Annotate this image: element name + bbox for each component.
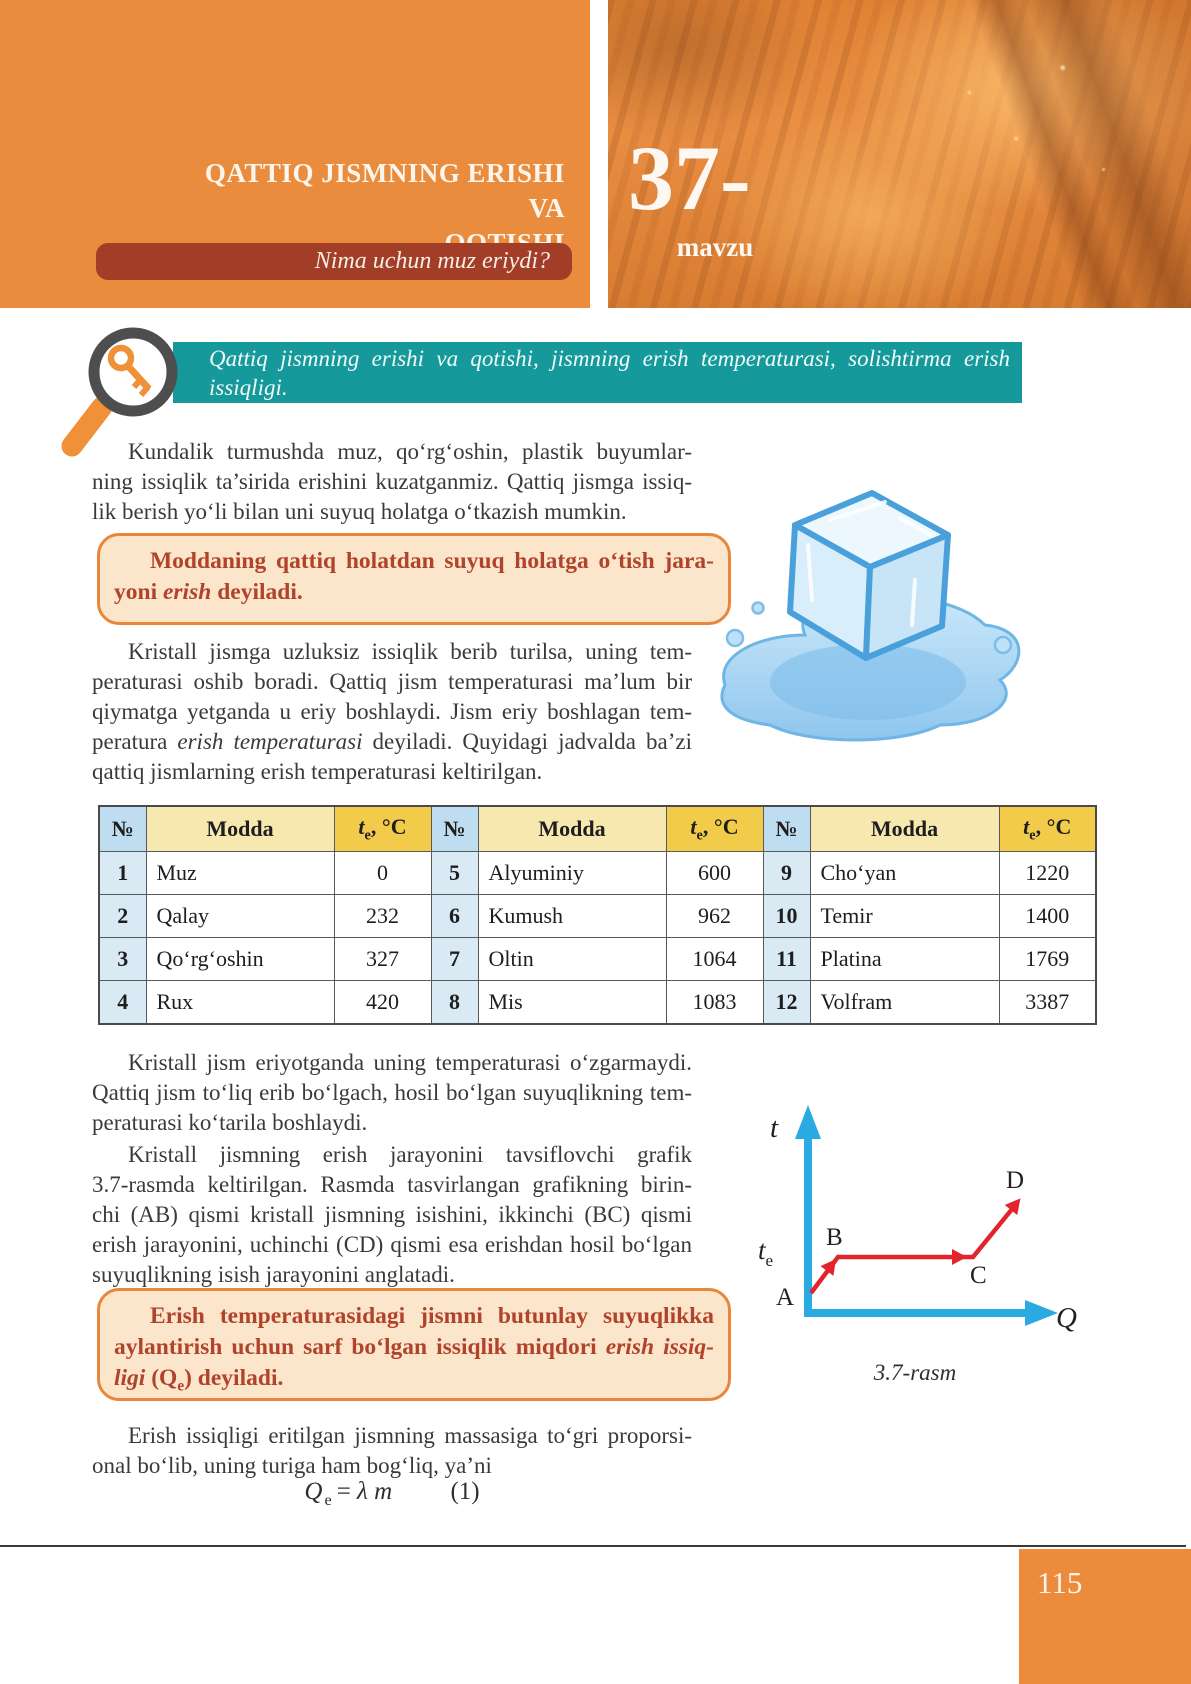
paragraph-line: suyuqlikning isish jarayonini anglatadi. — [92, 1262, 455, 1287]
col-header-substance: Modda — [810, 806, 999, 852]
footer-divider — [0, 1545, 1186, 1547]
paragraph-line: 3.7-rasmda keltirilgan. Rasmda tasvirlangan grafikning birin- — [92, 1172, 692, 1197]
row-num: 2 — [99, 895, 146, 938]
melting-ice-cube-image — [700, 440, 1035, 790]
melt-temp: 1400 — [999, 895, 1096, 938]
page-number: 115 — [1037, 1565, 1083, 1600]
definition-box-erish — [97, 533, 731, 625]
paragraph-3 — [92, 1048, 692, 1138]
paragraph-2 — [92, 637, 692, 787]
melting-graph — [700, 1035, 1080, 1335]
substance-name: Kumush — [478, 895, 666, 938]
paragraph-line: Qattiq jism to‘liq erib bo‘lgach, hosil bo‘lgan suyuqlikning tem- — [92, 1080, 692, 1105]
row-num: 3 — [99, 938, 146, 981]
table-row — [99, 938, 1096, 981]
row-num: 4 — [99, 981, 146, 1025]
substance-name: Platina — [810, 938, 999, 981]
row-num: 7 — [431, 938, 478, 981]
definition-line: Moddaning qattiq holatdan suyuq holatga o‘tish jara- — [150, 548, 714, 574]
melt-temp-label: $t_e$ — [758, 1235, 774, 1270]
substance-name: Rux — [146, 981, 334, 1025]
row-num: 10 — [763, 895, 810, 938]
definition-line: Erish temperaturasidagi jismni butunlay suyuqlikka — [150, 1303, 714, 1329]
row-num: 9 — [763, 852, 810, 895]
col-header-temp: $t_e$, °C — [334, 806, 431, 852]
col-header-temp: $t_e$, °C — [999, 806, 1096, 852]
definition-line: ligi $(Q_e)$ deyiladi. — [114, 1365, 284, 1395]
page-number-block — [1019, 1549, 1191, 1684]
water-droplet — [995, 637, 1011, 653]
paragraph-line: peraturasi ko‘tarila boshlaydi. — [92, 1110, 368, 1135]
substance-name: Muz — [146, 852, 334, 895]
water-droplet — [753, 603, 764, 614]
paragraph-5 — [92, 1421, 692, 1481]
paragraph-line: peratura erish temperaturasi deyiladi. Quyidagi jadvalda ba’zi — [92, 729, 692, 754]
row-num: 12 — [763, 981, 810, 1025]
melt-temp: 1064 — [666, 938, 763, 981]
melt-temp: 962 — [666, 895, 763, 938]
col-header-num: № — [431, 806, 478, 852]
substance-name: Mis — [478, 981, 666, 1025]
paragraph-line: Kundalik turmushda muz, qo‘rg‘oshin, plastik buyumlar- — [128, 439, 692, 464]
paragraph-1 — [92, 437, 692, 527]
substance-name: Temir — [810, 895, 999, 938]
paragraph-line: onal bo‘lib, uning turiga ham bog‘liq, ya’ni — [92, 1453, 492, 1478]
table-row — [99, 852, 1096, 895]
melt-temp: 420 — [334, 981, 431, 1025]
col-header-temp: $t_e$, °C — [666, 806, 763, 852]
point-d-label: D — [1006, 1167, 1025, 1194]
x-axis-arrow-icon — [1025, 1300, 1058, 1326]
melt-temp: 3387 — [999, 981, 1096, 1025]
page-title-line1: QATTIQ JISMNING ERISHI VA — [204, 158, 565, 223]
melt-temp: 1769 — [999, 938, 1096, 981]
melting-temperature-table — [98, 805, 1097, 1025]
paragraph-line: ning issiqlik ta’sirida erishini kuzatganmiz. Qattiq jismga issiq- — [92, 469, 692, 494]
header-left-block — [0, 0, 590, 308]
paragraph-line: Kristall jismga uzluksiz issiqlik berib turilsa, uning tem- — [128, 639, 692, 664]
melt-temp: 327 — [334, 938, 431, 981]
melt-temp: 600 — [666, 852, 763, 895]
paragraph-line: chi (AB) qismi kristall jismning isishini, ikkinchi (BC) qismi — [92, 1202, 692, 1227]
substance-name: Cho‘yan — [810, 852, 999, 895]
paragraph-line: qiymatga yetganda u eriy boshlaydi. Jism eriy boshlagan tem- — [92, 699, 692, 724]
row-num: 11 — [763, 938, 810, 981]
melt-temp: 232 — [334, 895, 431, 938]
paragraph-line: lik berish yo‘li bilan uni suyuq holatga o‘tkazish mumkin. — [92, 499, 627, 524]
paragraph-line: Erish issiqligi eritilgan jismning massasiga to‘gri proporsi- — [128, 1423, 692, 1448]
table-row — [99, 895, 1096, 938]
substance-name: Volfram — [810, 981, 999, 1025]
subtitle-banner: Nima uchun muz eriydi? — [96, 243, 572, 280]
paragraph-line: Kristall jismning erish jarayonini tavsiflovchi grafik — [128, 1142, 692, 1167]
table-header-row — [99, 806, 1096, 852]
definition-box-erish-issiqligi — [97, 1288, 731, 1401]
paragraph-line: peraturasi oshib boradi. Qattiq jism temperaturasi ma’lum bir — [92, 669, 692, 694]
x-axis-label: Q — [1056, 1302, 1077, 1334]
key-terms-line2: issiqligi. — [209, 375, 288, 400]
lesson-number: 37- — [628, 127, 751, 229]
paragraph-line: qattiq jismlarning erish temperaturasi keltirilgan. — [92, 759, 543, 784]
row-num: 6 — [431, 895, 478, 938]
key-terms-line1: Qattiq jismning erishi va qotishi, jismning erish temperaturasi, solishtirma erish — [209, 346, 1010, 371]
paragraph-line: Kristall jism eriyotganda uning temperaturasi o‘zgarmaydi. — [128, 1050, 692, 1075]
col-header-substance: Modda — [478, 806, 666, 852]
paragraph-line: erish jarayonini, uchinchi (CD) qismi esa erishdan hosil bo‘lgan — [92, 1232, 692, 1257]
melt-temp: 1083 — [666, 981, 763, 1025]
melt-temp: 0 — [334, 852, 431, 895]
melt-temp: 1220 — [999, 852, 1096, 895]
substance-name: Qo‘rg‘oshin — [146, 938, 334, 981]
table-row — [99, 981, 1096, 1025]
substance-name: Alyuminiy — [478, 852, 666, 895]
figure-caption: 3.7-rasm — [873, 1360, 957, 1385]
row-num: 8 — [431, 981, 478, 1025]
key-terms-banner — [173, 342, 1022, 403]
row-num: 1 — [99, 852, 146, 895]
definition-line: aylantirish uchun sarf bo‘lgan issiqlik miqdori erish issiq- — [114, 1334, 715, 1360]
y-axis-label: t — [770, 1112, 779, 1144]
row-num: 5 — [431, 852, 478, 895]
substance-name: Qalay — [146, 895, 334, 938]
curve-arrow-icon — [952, 1249, 967, 1265]
point-a-label: A — [776, 1284, 795, 1311]
header-photo — [608, 0, 1191, 308]
water-droplet — [727, 630, 743, 646]
definition-line: yoni erish deyiladi. — [114, 579, 303, 605]
y-axis-arrow-icon — [795, 1105, 821, 1139]
col-header-substance: Modda — [146, 806, 334, 852]
paragraph-4 — [92, 1140, 692, 1290]
col-header-num: № — [99, 806, 146, 852]
col-header-num: № — [763, 806, 810, 852]
lesson-label: mavzu — [676, 232, 754, 262]
point-b-label: B — [826, 1224, 843, 1251]
substance-name: Oltin — [478, 938, 666, 981]
x-axis — [804, 1300, 1058, 1326]
melting-heat-formula: Q $_e$ = λ m (1) — [304, 1478, 480, 1509]
point-c-label: C — [970, 1262, 987, 1289]
